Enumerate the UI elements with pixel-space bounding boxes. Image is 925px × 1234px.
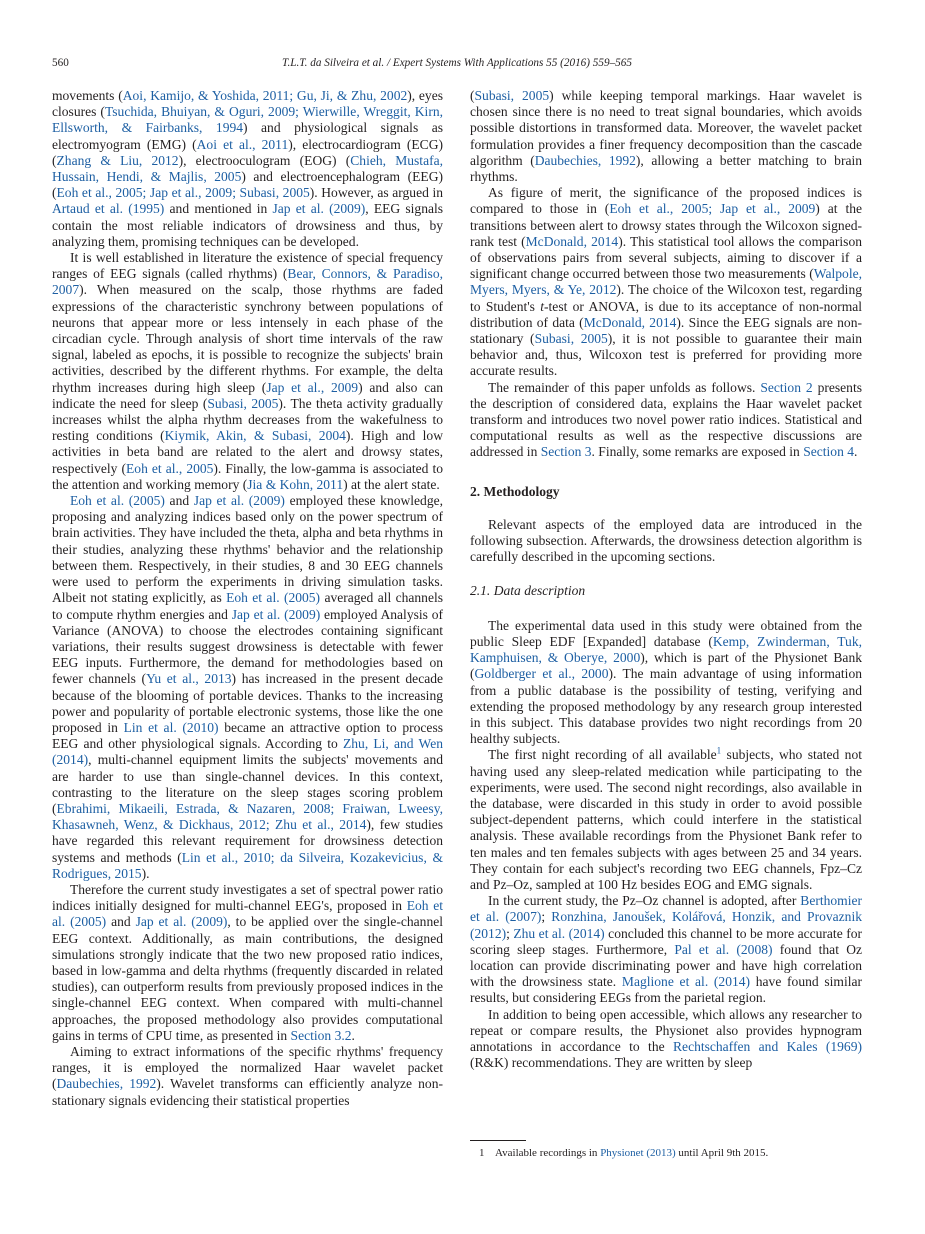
citation-link[interactable]: Walpole, Myers, Myers, & Ye, 2012 (470, 266, 862, 298)
citation-link[interactable]: Yu et al., 2013 (146, 671, 232, 687)
citation-link[interactable]: Jap et al. (2009) (135, 914, 228, 930)
citation-link[interactable]: Eoh et al., 2005 (126, 460, 214, 476)
citation-link[interactable]: Jap et al. (2009) (193, 493, 285, 509)
footnote-marker[interactable]: 1 (716, 745, 722, 756)
citation-link[interactable]: Aoi et al., 2011 (196, 136, 289, 152)
paragraph: Relevant aspects of the employed data are introduced in the following subsection. Afterwards, the drowsiness detection algorithm is carefully described in the upcoming sections. (470, 516, 862, 565)
citation-link[interactable]: McDonald, 2014 (583, 314, 677, 330)
paragraph: It is well established in literature the existence of special frequency ranges of EEG signals (called rhythms) (Bear, Connors, & Paradiso, 2007). When measured on the scalp, those rhythms are faded expressions of the characteristic synchrony between populations of neurons that appear more or less intensely in each phase of the circadian cycle. Through analysis of short time intervals of the raw signal, labeled as epochs, it is possible to recognize the subjects' brain activities, described by the different rhythms. For example, the delta rhythm increases during high sleep (Jap et al., 2009) and also can indicate the need for sleep (Subasi, 2005). The theta activity gradually increases whilst the alpha rhythm decreases from the wakefulness to resting conditions (Kiymik, Akin, & Subasi, 2004). High and low activities in beta band are related to the alert and drowsy states, respectively (Eoh et al., 2005). Finally, the low-gamma is associated to the attention and working memory (Jia & Kohn, 2011) at the alert state. (52, 250, 444, 492)
citation-link[interactable]: Eoh et al., 2005; Jap et al., 2009 (609, 201, 816, 217)
citation-link[interactable]: Zhu, Li, and Wen (2014) (52, 736, 443, 768)
citation-link[interactable]: Lin et al. (2010) (123, 719, 219, 735)
subsection-heading: 2.1. Data description (470, 583, 586, 599)
citation-link[interactable]: Jap et al. (2009) (272, 201, 366, 217)
citation-link[interactable]: Ebrahimi, Mikaeili, Estrada, & Nazaren, 2008; Fraiwan, Lweesy, Khasawneh, Wenz, & Dickhaus, 2012; Zhu et al., 2014 (52, 800, 443, 833)
citation-link[interactable]: Eoh et al. (2005) (52, 898, 443, 930)
paragraph: movements (Aoi, Kamijo, & Yoshida, 2011; Gu, Ji, & Zhu, 2002), eyes closures (Tsuchida, Bhuiyan, & Oguri, 2009; Wierwille, Wreggit, Kirn, Ellsworth, & Fairbanks, 1994) and physiological signals as electromyogram (EMG) (Aoi et al., 2011), electrocardiogram (ECG) (Zhang & Liu, 2012), electrooculogram (EOG) (Chieh, Mustafa, Hussain, Hendi, & Majlis, 2005) and electroencephalogram (EEG) (Eoh et al., 2005; Jap et al., 2009; Subasi, 2005). However, as argued in Artaud et al. (1995) and mentioned in Jap et al. (2009), EEG signals contain the most reliable indicators of drowsiness and thus, by analyzing them, promising techniques can be developed. (52, 88, 444, 249)
citation-link[interactable]: Physionet (2013) (600, 1147, 676, 1159)
citation-link[interactable]: Eoh et al. (2005) (70, 493, 165, 509)
footnote-divider (470, 1140, 526, 1141)
citation-link[interactable]: Kiymik, Akin, & Subasi, 2004 (164, 428, 346, 444)
paragraph: As figure of merit, the significance of the proposed indices is compared to those in (Eoh et al., 2005; Jap et al., 2009) at the transitions between alert to drowsy states through the Wilcoxon signed-rank test (McDonald, 2014). This statistical tool allows the comparison of observations pairs from several subjects, aiming to discover if a significant change occurred between those two measurements (Walpole, Myers, Myers, & Ye, 2012). The choice of the Wilcoxon test, regarding to Student's t-test or ANOVA, is due to its acceptance of non-normal distribution of data (McDonald, 2014). Since the EEG signals are non-stationary (Subasi, 2005), it is not possible to guarantee their main behavior and, thus, Wilcoxon test is preferred for providing more accurate results. (470, 185, 863, 379)
citation-link[interactable]: Goldberger et al., 2000 (474, 666, 609, 682)
citation-link[interactable]: Zhang & Liu, 2012 (56, 152, 179, 168)
citation-link[interactable]: Chieh, Mustafa, Hussain, Hendi, & Majlis, 2005 (52, 152, 443, 185)
paragraph: The experimental data used in this study were obtained from the public Sleep EDF [Expanded] database (Kemp, Zwinderman, Tuk, Kamphuisen, & Oberye, 2000), which is part of the Physionet Bank (Goldberger et al., 2000). The main advantage of using information from a public database is the possibility of testing, verifying and extending the proposed methodology by any research group interested in this subject. This database provides two night recordings from 20 healthy subjects. (470, 617, 862, 747)
citation-link[interactable]: Kemp, Zwinderman, Tuk, Kamphuisen, & Oberye, 2000 (470, 633, 862, 666)
citation-link[interactable]: Jia & Kohn, 2011 (247, 476, 344, 492)
citation-link[interactable]: Subasi, 2005 (474, 88, 550, 103)
paragraph: Therefore the current study investigates a set of spectral power ratio indices initially designed for multi-channel EEG's, proposed in Eoh et al. (2005) and Jap et al. (2009), to be applied over the single-channel EEG context. Additionally, as main contributions, the designed simulations strongly indicate that the two new proposed ratio indices, based in low-gamma and delta rhythms (frequently discarded in related studies), can outperform results from previously proposed indices in the single-channel EEG context. When compared with multi-channel approaches, the proposed methodology also provides computational gains in terms of CPU time, as presented in Section 3.2. (52, 881, 443, 1043)
citation-link[interactable]: Tsuchida, Bhuiyan, & Oguri, 2009; Wierwille, Wreggit, Kirn, Ellsworth, & Fairbanks, 1994 (52, 104, 443, 136)
citation-link[interactable]: Daubechies, 1992 (56, 1076, 157, 1092)
left-column (52, 88, 443, 1109)
section-link[interactable]: Section 3 (540, 444, 592, 460)
citation-link[interactable]: Subasi, 2005 (207, 395, 279, 411)
citation-link[interactable]: Bear, Connors, & Paradiso, 2007 (52, 266, 443, 298)
paragraph: In the current study, the Pz–Oz channel is adopted, after Berthomier et al. (2007); Ronzhina, Janoušek, Kolářová, Honzik, and Provaznik (2012); Zhu et al. (2014) concluded this channel to be more accurate for scoring sleep stages. Furthermore, Pal et al. (2008) found that Oz location can provide discriminating power and have high correlation with the drowsiness state. Maglione et al. (2014) have found similar results, but considering EEGs from the parietal region. (470, 893, 863, 1006)
running-header (52, 54, 862, 72)
paragraph: The first night recording of all available$^1$ subjects, who stated not having used any sleep-related medication while participating to the experiments, were used. The second night recordings, also available in the database, were discarded in this study in order to avoid possible subject-dependent patterns, which could interfere in the statistical analysis. These available recordings from the Physionet Bank refer to ten males and ten females subjects with ages between 25 and 34 years. They contain for each subject's recording two EEG channels, Fpz–Cz and Pz–Oz, sampled at 100 Hz besides EOG and EMG signals. (470, 745, 862, 892)
footnote-number: 1 (479, 1147, 485, 1159)
citation-link[interactable]: Subasi, 2005 (534, 331, 608, 347)
page-number: 560 (52, 57, 69, 69)
citation-link[interactable]: Aoi, Kamijo, & Yoshida, 2011; Gu, Ji, & Zhu, 2002 (122, 88, 408, 103)
citation-link[interactable]: Ronzhina, Janoušek, Kolářová, Honzik, and Provaznik (2012) (470, 909, 862, 941)
citation-link[interactable]: Berthomier et al. (2007) (470, 893, 862, 925)
paragraph: (Subasi, 2005) while keeping temporal markings. Haar wavelet is chosen since there is no need to treat signal boundaries, which avoids possible distortions in transformed data. Moreover, the wavelet packet formulation provides a finer frequency decomposition than the cascade algorithm (Daubechies, 1992), allowing a better matching to brain rhythms. (470, 88, 863, 185)
citation-link[interactable]: McDonald, 2014 (525, 233, 619, 249)
paragraph: The remainder of this paper unfolds as follows. Section 2 presents the description of considered data, explains the Haar wavelet packet transform and introduces two novel power ratio indices. Statistical and computational results as well as the respective discussions are addressed in Section 3. Finally, some remarks are exposed in Section 4. (470, 379, 862, 460)
citation-link[interactable]: Artaud et al. (1995) (52, 201, 165, 217)
paragraph: Eoh et al. (2005) and Jap et al. (2009) employed these knowledge, proposing and analyzing indices based only on the power spectrum of brain activities. They have included the theta, alpha and beta rhythms in their studies, analyzing these rhythms' behavior and the relationship between them. Respectively, in their studies, 8 and 30 EEG channels were used to perform the experiments in driving simulation tasks. Albeit not stating explicitly, as Eoh et al. (2005) averaged all channels to compute rhythm energies and Jap et al. (2009) employed Analysis of Variance (ANOVA) to choose the electrodes containing significant variations, their results suggest drowsiness is detectable with fewer EEG inputs. Furthermore, the demand for methodologies based on fewer channels (Yu et al., 2013) has increased in the present decade because of the blooming of portable devices. Thanks to the increasing power and popularity of portable electronic systems, those like the one proposed in Lin et al. (2010) became an attractive option to process EEG and other physiological signals. According to Zhu, Li, and Wen (2014), multi-channel equipment limits the subjects' movements and are harder to use than single-channel devices. In this context, contrasting to the literature on the sleep stages scoring problem (Ebrahimi, Mikaeili, Estrada, & Nazaren, 2008; Fraiwan, Lweesy, Khasawneh, Wenz, & Dickhaus, 2012; Zhu et al., 2014), few studies have regarded this relevant requirement for drowsiness detection systems and methods (Lin et al., 2010; da Silveira, Kozakevicius, & Rodrigues, 2015). (52, 493, 444, 881)
paragraph: In addition to being open accessible, which allows any researcher to repeat or compare results, the Physionet also provides hypnogram annotations in accordance to the Rechtschaffen and Kales (1969) (R&K) recommendations. They are written by sleep (470, 1006, 862, 1071)
journal-citation: T.L.T. da Silveira et al. / Expert Systems With Applications 55 (2016) 559–565 (282, 57, 632, 69)
section-link[interactable]: Section 3.2 (290, 1027, 352, 1043)
right-column (470, 88, 862, 1071)
citation-link[interactable]: Eoh et al., 2005; Jap et al., 2009; Subasi, 2005 (56, 185, 310, 201)
citation-link[interactable]: Rechtschaffen and Kales (1969) (673, 1038, 862, 1054)
section-link[interactable]: Section 2 (760, 379, 813, 395)
citation-link[interactable]: Jap et al. (2009) (231, 606, 321, 622)
citation-link[interactable]: Jap et al., 2009 (266, 379, 359, 395)
citation-link[interactable]: Lin et al., 2010; da Silveira, Kozakevicius, & Rodrigues, 2015 (52, 849, 443, 881)
citation-link[interactable]: Daubechies, 1992 (534, 152, 636, 168)
citation-link[interactable]: Zhu et al. (2014) (513, 925, 605, 941)
paragraph: Aiming to extract informations of the specific rhythms' frequency ranges, it is employed the normalized Haar wavelet packet (Daubechies, 1992). Wavelet transforms can efficiently analyze non-stationary signals evidencing their statistical properties (52, 1043, 443, 1108)
citation-link[interactable]: Eoh et al. (2005) (226, 590, 321, 606)
citation-link[interactable]: Maglione et al. (2014) (621, 974, 751, 990)
citation-link[interactable]: Pal et al. (2008) (674, 941, 773, 957)
section-heading: 2. Methodology (470, 483, 560, 499)
section-link[interactable]: Section 4 (803, 444, 855, 460)
footnote: 1 Available recordings in Physionet (2013) until April 9th 2015. (470, 1146, 862, 1161)
